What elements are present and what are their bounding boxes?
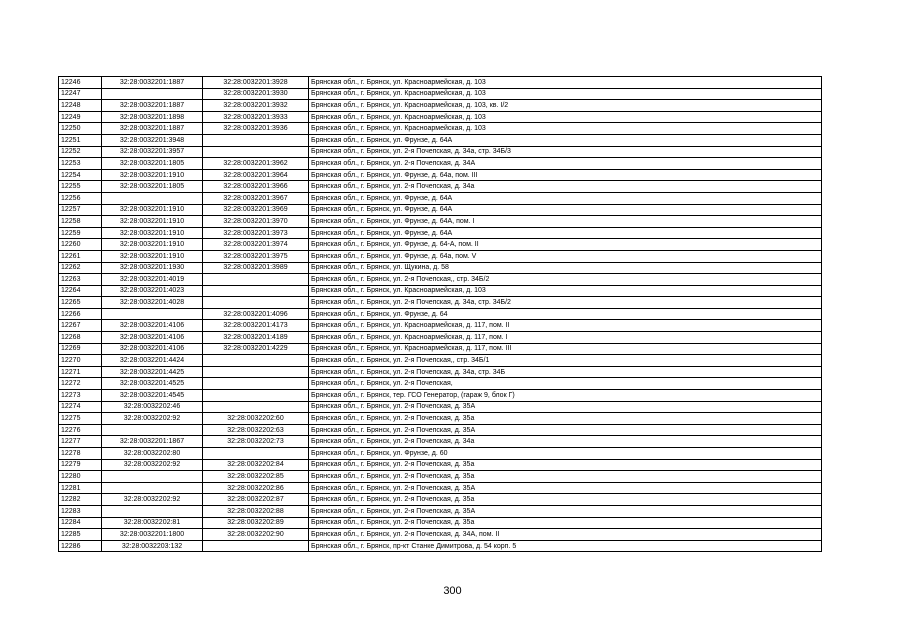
table-row (59, 181, 822, 193)
row-number-cell: 12277 (59, 436, 102, 448)
table-row (59, 262, 822, 274)
cadastral-number-cell: 32:28:0032201:1910 (102, 204, 203, 216)
row-number-cell: 12250 (59, 123, 102, 135)
cadastral-number-cell: 32:28:0032201:1805 (102, 181, 203, 193)
row-number-cell: 12247 (59, 88, 102, 100)
cadastral-number-cell: 32:28:0032201:1898 (102, 111, 203, 123)
table-row (59, 529, 822, 541)
address-cell: Брянская обл., г. Брянск, ул. 2-я Почепская, д. 35А (309, 401, 822, 413)
address-cell: Брянская обл., г. Брянск, ул. 2-я Почепская, д. 35а (309, 517, 822, 529)
table-row (59, 250, 822, 262)
table-row (59, 285, 822, 297)
object-number-cell: 32:28:0032201:3970 (203, 216, 309, 228)
row-number-cell: 12257 (59, 204, 102, 216)
table-row (59, 77, 822, 89)
address-cell: Брянская обл., г. Брянск, ул. Фрунзе, д. 64А, пом. I (309, 216, 822, 228)
row-number-cell: 12251 (59, 134, 102, 146)
address-cell: Брянская обл., г. Брянск, ул. Фрунзе, д. 64А (309, 134, 822, 146)
row-number-cell: 12270 (59, 355, 102, 367)
address-cell: Брянская обл., г. Брянск, ул. Красноармейская, д. 117, пом. II (309, 320, 822, 332)
object-number-cell: 32:28:0032201:4229 (203, 343, 309, 355)
cadastral-number-cell (102, 88, 203, 100)
object-number-cell: 32:28:0032202:85 (203, 471, 309, 483)
object-number-cell (203, 401, 309, 413)
address-cell: Брянская обл., г. Брянск, ул. Щукина, д. 58 (309, 262, 822, 274)
table-row (59, 192, 822, 204)
row-number-cell: 12260 (59, 239, 102, 251)
page-number: 300 (443, 585, 462, 597)
address-cell: Брянская обл., г. Брянск, ул. 2-я Почепская, д. 34а, стр. 34Б/2 (309, 297, 822, 309)
address-cell: Брянская обл., г. Брянск, ул. 2-я Почепская, д. 34а (309, 436, 822, 448)
row-number-cell: 12249 (59, 111, 102, 123)
address-cell: Брянская обл., г. Брянск, ул. 2-я Почепская, д. 35А (309, 424, 822, 436)
row-number-cell: 12269 (59, 343, 102, 355)
address-cell: Брянская обл., г. Брянск, ул. Фрунзе, д. 64-А, пом. II (309, 239, 822, 251)
row-number-cell: 12278 (59, 448, 102, 460)
address-cell: Брянская обл., г. Брянск, ул. 2-я Почепская, (309, 378, 822, 390)
object-number-cell: 32:28:0032201:3969 (203, 204, 309, 216)
object-number-cell: 32:28:0032202:86 (203, 482, 309, 494)
address-cell: Брянская обл., г. Брянск, ул. Красноармейская, д. 103 (309, 88, 822, 100)
address-cell: Брянская обл., г. Брянск, ул. Красноармейская, д. 103, кв. I/2 (309, 100, 822, 112)
table-row (59, 123, 822, 135)
address-cell: Брянская обл., г. Брянск, ул. 2-я Почепская, д. 35а (309, 459, 822, 471)
row-number-cell: 12281 (59, 482, 102, 494)
table-row (59, 413, 822, 425)
table-row (59, 111, 822, 123)
table-row (59, 308, 822, 320)
row-number-cell: 12254 (59, 169, 102, 181)
object-number-cell (203, 540, 309, 552)
table-row (59, 169, 822, 181)
address-cell: Брянская обл., г. Брянск, ул. 2-я Почепская, д. 34а, стр. 34Б (309, 366, 822, 378)
object-number-cell: 32:28:0032202:73 (203, 436, 309, 448)
cadastral-number-cell: 32:28:0032201:4023 (102, 285, 203, 297)
address-cell: Брянская обл., г. Брянск, ул. Красноармейская, д. 117, пом. I (309, 332, 822, 344)
object-number-cell: 32:28:0032202:88 (203, 505, 309, 517)
object-number-cell (203, 134, 309, 146)
object-number-cell: 32:28:0032201:4096 (203, 308, 309, 320)
row-number-cell: 12268 (59, 332, 102, 344)
object-number-cell: 32:28:0032202:63 (203, 424, 309, 436)
row-number-cell: 12279 (59, 459, 102, 471)
table-row (59, 158, 822, 170)
object-number-cell: 32:28:0032202:90 (203, 529, 309, 541)
address-cell: Брянская обл., г. Брянск, ул. Фрунзе, д. 64А (309, 192, 822, 204)
cadastral-table (58, 76, 822, 552)
address-cell: Брянская обл., г. Брянск, ул. 2-я Почепская, д. 35а (309, 494, 822, 506)
row-number-cell: 12246 (59, 77, 102, 89)
table-row (59, 540, 822, 552)
object-number-cell: 32:28:0032201:3966 (203, 181, 309, 193)
row-number-cell: 12266 (59, 308, 102, 320)
cadastral-number-cell: 32:28:0032201:1910 (102, 250, 203, 262)
cadastral-number-cell: 32:28:0032201:3957 (102, 146, 203, 158)
address-cell: Брянская обл., г. Брянск, ул. 2-я Почепская, д. 34а, стр. 34Б/3 (309, 146, 822, 158)
row-number-cell: 12286 (59, 540, 102, 552)
object-number-cell: 32:28:0032201:3967 (203, 192, 309, 204)
object-number-cell: 32:28:0032201:3964 (203, 169, 309, 181)
row-number-cell: 12253 (59, 158, 102, 170)
cadastral-number-cell: 32:28:0032203:132 (102, 540, 203, 552)
cadastral-number-cell: 32:28:0032202:92 (102, 413, 203, 425)
cadastral-number-cell: 32:28:0032201:1867 (102, 436, 203, 448)
object-number-cell: 32:28:0032201:3962 (203, 158, 309, 170)
row-number-cell: 12274 (59, 401, 102, 413)
cadastral-number-cell: 32:28:0032201:1910 (102, 216, 203, 228)
object-number-cell (203, 274, 309, 286)
table-row (59, 320, 822, 332)
table-row (59, 436, 822, 448)
row-number-cell: 12275 (59, 413, 102, 425)
object-number-cell: 32:28:0032201:3973 (203, 227, 309, 239)
cadastral-number-cell (102, 482, 203, 494)
cadastral-number-cell: 32:28:0032202:92 (102, 494, 203, 506)
row-number-cell: 12263 (59, 274, 102, 286)
row-number-cell: 12267 (59, 320, 102, 332)
row-number-cell: 12276 (59, 424, 102, 436)
cadastral-number-cell: 32:28:0032201:4545 (102, 390, 203, 402)
address-cell: Брянская обл., г. Брянск, ул. Фрунзе, д. 64А (309, 204, 822, 216)
object-number-cell (203, 366, 309, 378)
object-number-cell (203, 355, 309, 367)
table-row (59, 146, 822, 158)
address-cell: Брянская обл., г. Брянск, ул. Красноармейская, д. 117, пом. III (309, 343, 822, 355)
table-row (59, 297, 822, 309)
row-number-cell: 12259 (59, 227, 102, 239)
address-cell: Брянская обл., г. Брянск, ул. Фрунзе, д. 64а, пом. III (309, 169, 822, 181)
table-row (59, 355, 822, 367)
object-number-cell: 32:28:0032201:3930 (203, 88, 309, 100)
table-body (59, 77, 822, 552)
cadastral-number-cell: 32:28:0032201:4028 (102, 297, 203, 309)
table-row (59, 448, 822, 460)
cadastral-number-cell (102, 192, 203, 204)
address-cell: Брянская обл., г. Брянск, ул. 2-я Почепская, д. 35а (309, 413, 822, 425)
table-row (59, 366, 822, 378)
table-row (59, 390, 822, 402)
address-cell: Брянская обл., г. Брянск, ул. 2-я Почепская, д. 35А (309, 505, 822, 517)
object-number-cell: 32:28:0032201:4173 (203, 320, 309, 332)
row-number-cell: 12272 (59, 378, 102, 390)
object-number-cell: 32:28:0032202:87 (203, 494, 309, 506)
table-row (59, 482, 822, 494)
row-number-cell: 12252 (59, 146, 102, 158)
table-row (59, 274, 822, 286)
cadastral-number-cell: 32:28:0032201:1805 (102, 158, 203, 170)
cadastral-number-cell: 32:28:0032201:4525 (102, 378, 203, 390)
table-row (59, 239, 822, 251)
table-row (59, 401, 822, 413)
cadastral-number-cell: 32:28:0032202:92 (102, 459, 203, 471)
cadastral-number-cell: 32:28:0032201:1887 (102, 77, 203, 89)
address-cell: Брянская обл., г. Брянск, пр-кт Станке Димитрова, д. 54 корп. 5 (309, 540, 822, 552)
object-number-cell: 32:28:0032201:3974 (203, 239, 309, 251)
address-cell: Брянская обл., г. Брянск, ул. Фрунзе, д. 64А (309, 227, 822, 239)
address-cell: Брянская обл., г. Брянск, ул. 2-я Почепская, д. 35а (309, 471, 822, 483)
cadastral-number-cell: 32:28:0032201:3948 (102, 134, 203, 146)
address-cell: Брянская обл., г. Брянск, ул. Фрунзе, д. 64а, пом. V (309, 250, 822, 262)
address-cell: Брянская обл., г. Брянск, ул. Красноармейская, д. 103 (309, 123, 822, 135)
address-cell: Брянская обл., г. Брянск, ул. 2-я Почепская, д. 34А, пом. II (309, 529, 822, 541)
object-number-cell: 32:28:0032201:3928 (203, 77, 309, 89)
object-number-cell: 32:28:0032201:3933 (203, 111, 309, 123)
object-number-cell: 32:28:0032202:89 (203, 517, 309, 529)
table-row (59, 204, 822, 216)
table-row (59, 100, 822, 112)
object-number-cell: 32:28:0032202:60 (203, 413, 309, 425)
cadastral-number-cell: 32:28:0032201:4019 (102, 274, 203, 286)
object-number-cell (203, 297, 309, 309)
address-cell: Брянская обл., г. Брянск, ул. Фрунзе, д. 64 (309, 308, 822, 320)
row-number-cell: 12285 (59, 529, 102, 541)
object-number-cell (203, 390, 309, 402)
row-number-cell: 12271 (59, 366, 102, 378)
table-row (59, 424, 822, 436)
table-row (59, 505, 822, 517)
address-cell: Брянская обл., г. Брянск, ул. 2-я Почепская,, стр. 34Б/2 (309, 274, 822, 286)
address-cell: Брянская обл., г. Брянск, ул. Красноармейская, д. 103 (309, 77, 822, 89)
table-row (59, 88, 822, 100)
address-cell: Брянская обл., г. Брянск, ул. 2-я Почепская, д. 34А (309, 158, 822, 170)
cadastral-number-cell: 32:28:0032201:4106 (102, 320, 203, 332)
cadastral-number-cell: 32:28:0032201:1887 (102, 123, 203, 135)
cadastral-number-cell: 32:28:0032201:4425 (102, 366, 203, 378)
table-row (59, 134, 822, 146)
row-number-cell: 12282 (59, 494, 102, 506)
table-row (59, 494, 822, 506)
row-number-cell: 12255 (59, 181, 102, 193)
cadastral-number-cell: 32:28:0032201:1930 (102, 262, 203, 274)
cadastral-number-cell: 32:28:0032202:81 (102, 517, 203, 529)
object-number-cell (203, 378, 309, 390)
address-cell: Брянская обл., г. Брянск, ул. Фрунзе, д. 60 (309, 448, 822, 460)
object-number-cell (203, 146, 309, 158)
cadastral-number-cell: 32:28:0032201:4106 (102, 332, 203, 344)
row-number-cell: 12261 (59, 250, 102, 262)
cadastral-number-cell (102, 424, 203, 436)
table-row (59, 378, 822, 390)
address-cell: Брянская обл., г. Брянск, ул. 2-я Почепская, д. 35А (309, 482, 822, 494)
cadastral-number-cell: 32:28:0032202:46 (102, 401, 203, 413)
object-number-cell: 32:28:0032201:4189 (203, 332, 309, 344)
cadastral-number-cell: 32:28:0032201:1887 (102, 100, 203, 112)
table-row (59, 332, 822, 344)
table-row (59, 216, 822, 228)
table-row (59, 227, 822, 239)
row-number-cell: 12284 (59, 517, 102, 529)
row-number-cell: 12264 (59, 285, 102, 297)
cadastral-number-cell: 32:28:0032201:1910 (102, 169, 203, 181)
row-number-cell: 12256 (59, 192, 102, 204)
object-number-cell: 32:28:0032201:3989 (203, 262, 309, 274)
row-number-cell: 12283 (59, 505, 102, 517)
table-row (59, 459, 822, 471)
object-number-cell: 32:28:0032201:3936 (203, 123, 309, 135)
cadastral-number-cell: 32:28:0032201:1910 (102, 227, 203, 239)
address-cell: Брянская обл., г. Брянск, ул. 2-я Почепская, д. 34а (309, 181, 822, 193)
object-number-cell (203, 448, 309, 460)
object-number-cell: 32:28:0032201:3975 (203, 250, 309, 262)
cadastral-number-cell: 32:28:0032201:4106 (102, 343, 203, 355)
cadastral-number-cell: 32:28:0032201:1800 (102, 529, 203, 541)
address-cell: Брянская обл., г. Брянск, тер. ГСО Генератор, (гараж 9, блок Г) (309, 390, 822, 402)
cadastral-number-cell (102, 471, 203, 483)
object-number-cell: 32:28:0032202:84 (203, 459, 309, 471)
cadastral-number-cell: 32:28:0032201:4424 (102, 355, 203, 367)
cadastral-number-cell: 32:28:0032202:80 (102, 448, 203, 460)
table-row (59, 471, 822, 483)
cadastral-number-cell (102, 505, 203, 517)
table-row (59, 343, 822, 355)
row-number-cell: 12258 (59, 216, 102, 228)
row-number-cell: 12280 (59, 471, 102, 483)
row-number-cell: 12265 (59, 297, 102, 309)
address-cell: Брянская обл., г. Брянск, ул. Красноармейская, д. 103 (309, 285, 822, 297)
cadastral-number-cell: 32:28:0032201:1910 (102, 239, 203, 251)
row-number-cell: 12262 (59, 262, 102, 274)
address-cell: Брянская обл., г. Брянск, ул. 2-я Почепская,, стр. 34Б/1 (309, 355, 822, 367)
row-number-cell: 12273 (59, 390, 102, 402)
table-row (59, 517, 822, 529)
cadastral-number-cell (102, 308, 203, 320)
row-number-cell: 12248 (59, 100, 102, 112)
object-number-cell: 32:28:0032201:3932 (203, 100, 309, 112)
address-cell: Брянская обл., г. Брянск, ул. Красноармейская, д. 103 (309, 111, 822, 123)
object-number-cell (203, 285, 309, 297)
